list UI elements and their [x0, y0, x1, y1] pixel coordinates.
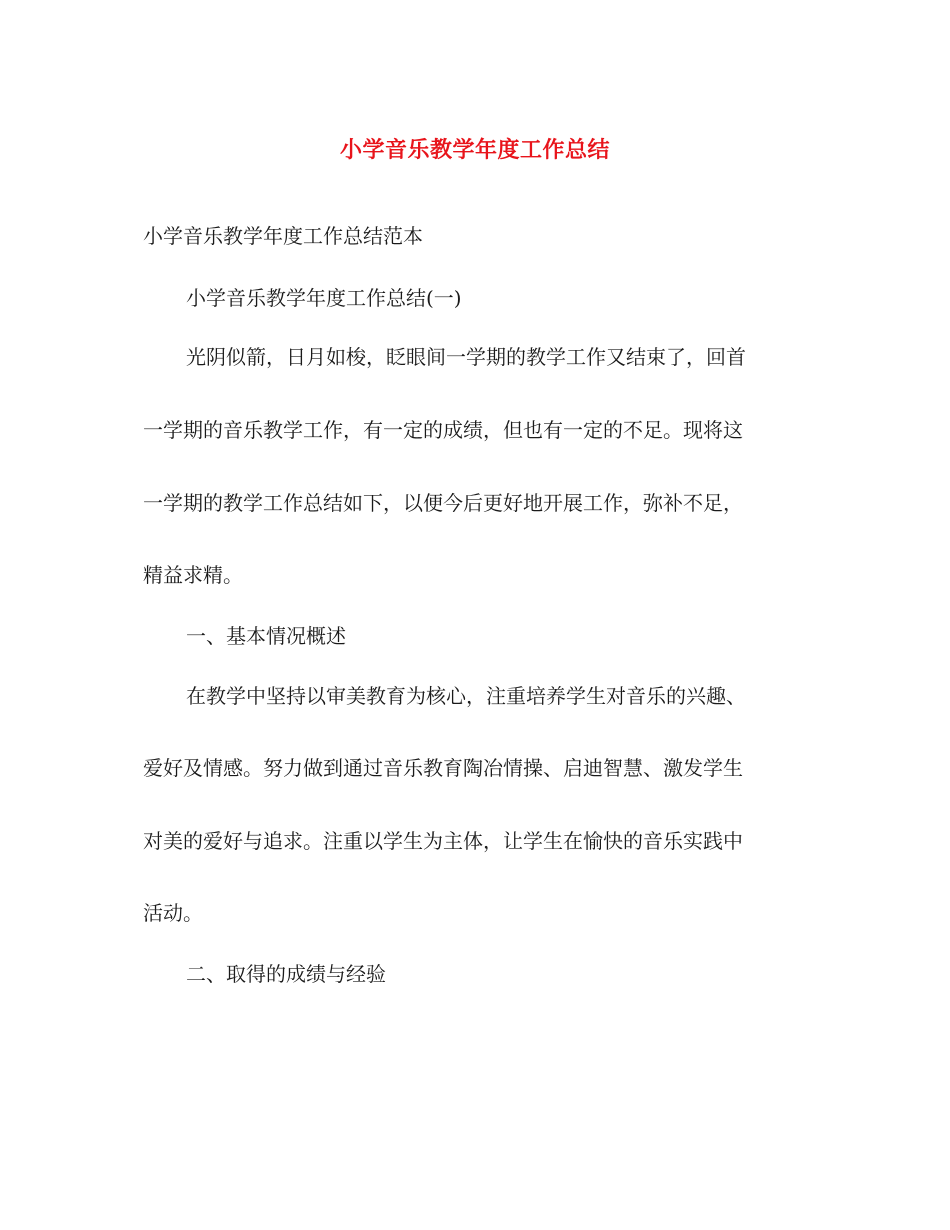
paragraph-1-line-4: 精益求精。: [143, 563, 243, 587]
document-subtitle: 小学音乐教学年度工作总结范本: [143, 224, 423, 248]
section-title: 小学音乐教学年度工作总结(一): [186, 286, 462, 310]
paragraph-1-line-3: 一学期的教学工作总结如下，以便今后更好地开展工作，弥补不足，: [143, 491, 743, 515]
paragraph-2-line-3: 对美的爱好与追求。注重以学生为主体，让学生在愉快的音乐实践中: [143, 829, 743, 853]
heading-basic-overview: 一、基本情况概述: [186, 624, 346, 648]
paragraph-1-line-2: 一学期的音乐教学工作，有一定的成绩，但也有一定的不足。现将这: [143, 418, 743, 442]
paragraph-2-line-1: 在教学中坚持以审美教育为核心，注重培养学生对音乐的兴趣、: [186, 684, 746, 708]
paragraph-2-line-4: 活动。: [143, 901, 203, 925]
heading-achievements: 二、取得的成绩与经验: [186, 962, 386, 986]
paragraph-2-line-2: 爱好及情感。努力做到通过音乐教育陶冶情操、启迪智慧、激发学生: [143, 756, 743, 780]
document-title: 小学音乐教学年度工作总结: [339, 137, 610, 163]
paragraph-1-line-1: 光阴似箭，日月如梭，眨眼间一学期的教学工作又结束了，回首: [186, 345, 746, 369]
